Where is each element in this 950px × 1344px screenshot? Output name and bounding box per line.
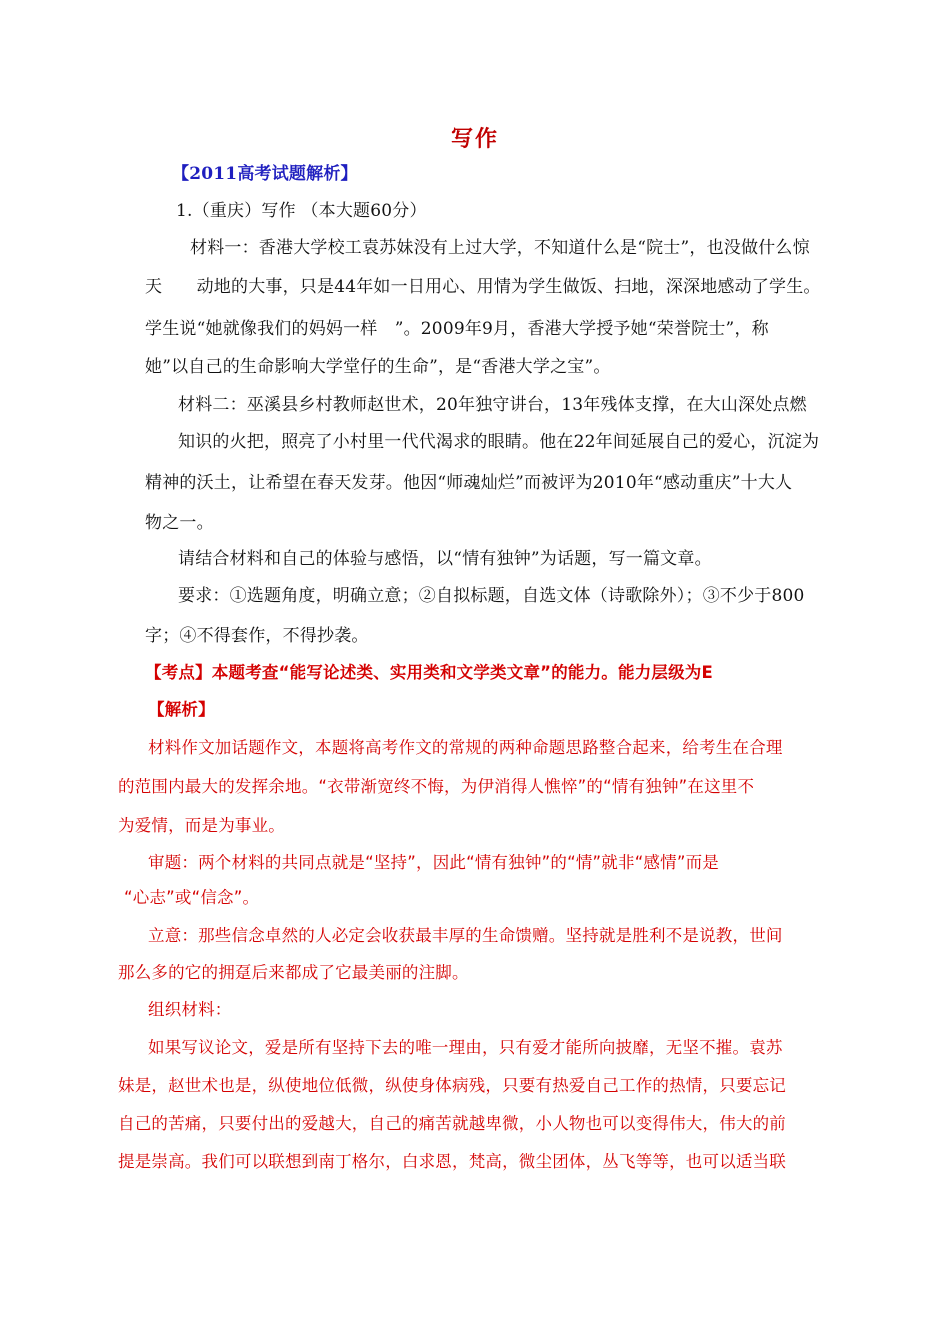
analysis-p5-line1: 如果写议论文，爱是所有坚持下去的唯一理由，只有爱才能所向披靡，无坚不摧。袁苏 (148, 1038, 783, 1057)
analysis-p5-line4: 提是崇高。我们可以联想到南丁格尔，白求恩，梵高，微尘团体，丛飞等等，也可以适当联 (118, 1152, 786, 1171)
requirements-line1: 要求：①选题角度，明确立意；②自拟标题，自选文体（诗歌除外）；③不少于800 (178, 586, 805, 606)
analysis-p3-line1: 立意：那些信念卓然的人必定会收获最丰厚的生命馈赠。坚持就是胜利不是说教，世间 (148, 926, 783, 945)
analysis-p4-label: 组织材料： (148, 1000, 232, 1019)
material1-line2: 天 动地的大事，只是44年如一日用心、用情为学生做饭、扫地，深深地感动了学生。 (145, 277, 821, 297)
section-heading: 【2011高考试题解析】 (172, 164, 358, 184)
document-title: 写作 (450, 126, 499, 152)
material2-line4: 物之一。 (145, 513, 214, 533)
analysis-p3-line2: 那么多的它的拥趸后来都成了它最美丽的注脚。 (118, 963, 469, 982)
instruction-text: 请结合材料和自己的体验与感悟，以“情有独钟”为话题，写一篇文章。 (178, 549, 712, 569)
material1-line1: 材料一：香港大学校工袁苏妹没有上过大学，不知道什么是“院士”，也没做什么惊 (190, 238, 810, 258)
material2-line3: 精神的沃土，让希望在春天发芽。他因“师魂灿烂”而被评为2010年“感动重庆”十大人 (145, 473, 793, 493)
material2-line2: 知识的火把，照亮了小村里一代代渴求的眼睛。他在22年间延展自己的爱心，沉淀为 (178, 432, 820, 452)
jiexi-label: 【解析】 (148, 700, 215, 719)
analysis-p1-line1: 材料作文加话题作文，本题将高考作文的常规的两种命题思路整合起来，给考生在合理 (148, 738, 783, 757)
analysis-p1-line3: 为爱情，而是为事业。 (118, 816, 285, 835)
analysis-p2-line1: 审题：两个材料的共同点就是“坚持”，因此“情有独钟”的“情”就非“感情”而是 (148, 853, 719, 872)
kaodian-line: 【考点】本题考查“能写论述类、实用类和文学类文章”的能力。能力层级为E (145, 663, 713, 682)
analysis-p2-line2: “心志”或“信念”。 (124, 888, 260, 907)
question-heading: 1.（重庆）写作 （本大题60分） (176, 201, 427, 221)
material2-line1: 材料二：巫溪县乡村教师赵世术，20年独守讲台，13年残体支撑，在大山深处点燃 (178, 395, 807, 415)
requirements-line2: 字；④不得套作，不得抄袭。 (145, 626, 369, 646)
material1-line3: 学生说“她就像我们的妈妈一样 ”。2009年9月，香港大学授予她“荣誉院士”，称 (145, 319, 769, 339)
analysis-p5-line3: 自己的苦痛，只要付出的爱越大，自己的痛苦就越卑微，小人物也可以变得伟大，伟大的前 (118, 1114, 786, 1133)
material1-line4: 她”以自己的生命影响大学堂仔的生命”，是“香港大学之宝”。 (145, 357, 611, 377)
analysis-p5-line2: 妹是，赵世术也是，纵使地位低微，纵使身体病残，只要有热爱自己工作的热情，只要忘记 (118, 1076, 786, 1095)
analysis-p1-line2: 的范围内最大的发挥余地。“衣带渐宽终不悔，为伊消得人憔悴”的“情有独钟”在这里不 (118, 777, 755, 796)
